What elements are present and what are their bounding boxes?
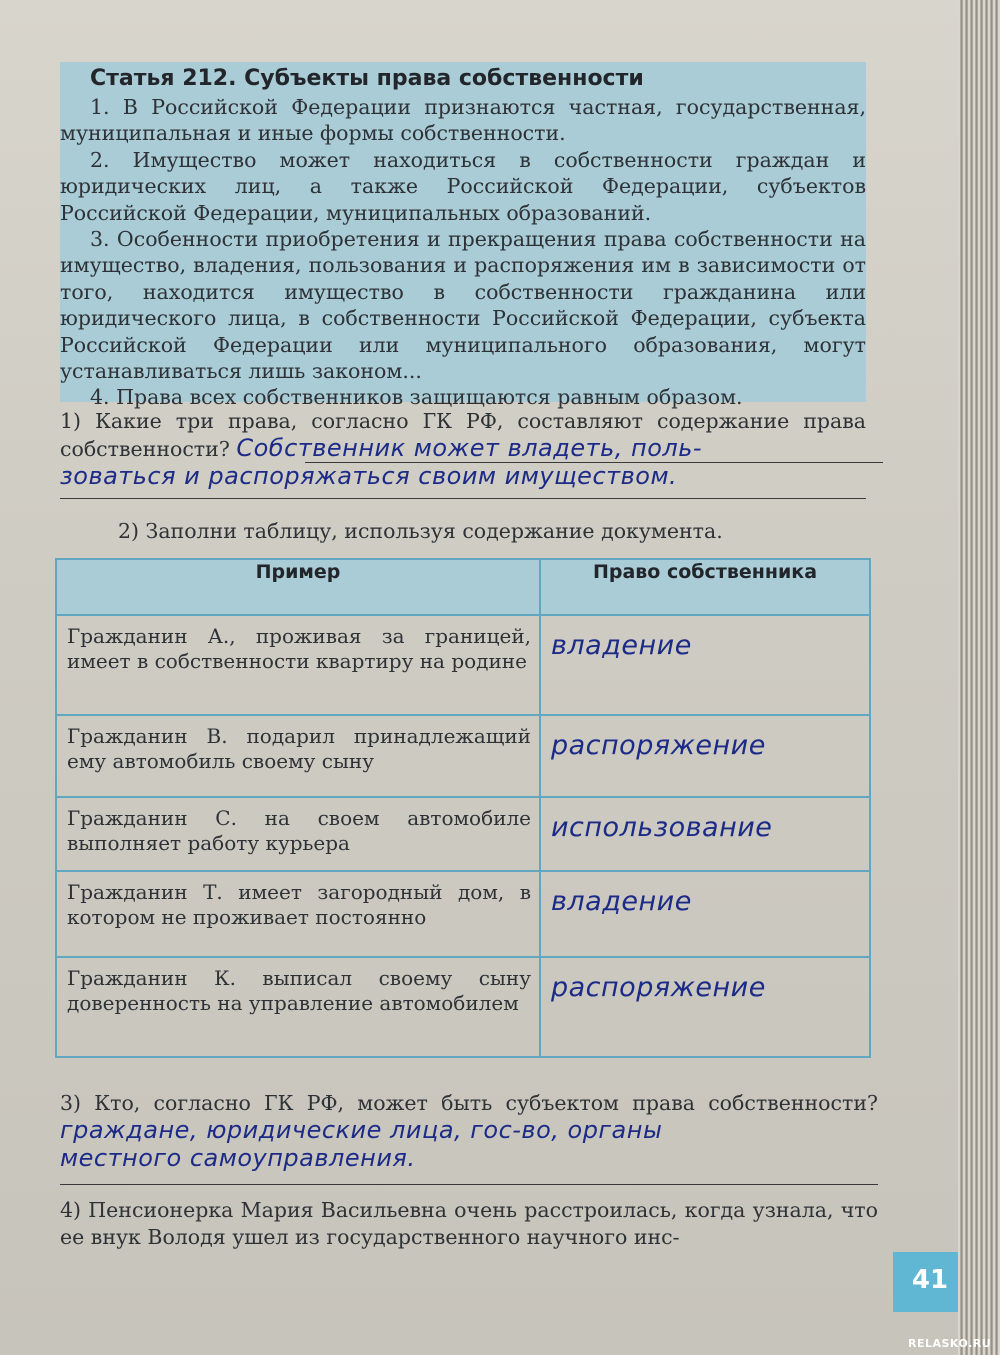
article-paragraph-2: 2. Имущество может находиться в собственности граждан и юридических лиц, а также Российской Федерации, субъектов Российской Федерации, муниципальных образований. (60, 147, 866, 225)
table-header-owner-right: Право собственника (540, 559, 870, 615)
article-title: Статья 212. Субъекты права собственности (90, 66, 644, 91)
table-cell-example: Гражданин С. на своем автомобиле выполняет работу курьера (56, 797, 540, 871)
table-row (56, 957, 870, 1057)
question-3 (60, 1090, 878, 1173)
question-3-answer-line-1: граждане, юридические лица, гос-во, органы (60, 1116, 663, 1144)
watermark: RELASKO.RU (908, 1337, 992, 1350)
question-3-text: 3) Кто, согласно ГК РФ, может быть субъектом права собственности? (60, 1091, 878, 1115)
question-4-text: 4) Пенсионерка Мария Васильевна очень расстроилась, когда узнала, что ее внук Володя ушел из государственного научного инс- (60, 1198, 878, 1249)
table-cell-answer (540, 715, 870, 797)
property-rights-table (55, 558, 871, 1058)
table-cell-example: Гражданин Т. имеет загородный дом, в котором не проживает постоянно (56, 871, 540, 957)
table-row (56, 715, 870, 797)
table-cell-example: Гражданин А., проживая за границей, имеет в собственности квартиру на родине (56, 615, 540, 715)
answer-underline (305, 462, 883, 463)
question-1 (60, 408, 866, 491)
article-paragraph-3: 3. Особенности приобретения и прекращения права собственности на имущество, владения, пользования и распоряжения им в зависимости от того, находится имущество в собственности гражданина или юридического лица, в собственности Российской Федерации, субъекта Российской Федерации или муниципального образования, могут устанавливаться лишь законом... (60, 227, 866, 384)
question-1-answer-line-2: зоваться и распоряжаться своим имуществом. (60, 462, 678, 490)
answer-underline (60, 498, 866, 499)
table-row (56, 797, 870, 871)
table-header-row (56, 559, 870, 615)
handwritten-answer: распоряжение (551, 972, 766, 1003)
question-1-text: 1) Какие три права, согласно ГК РФ, составляют содержание права собственности? (60, 409, 866, 461)
article-paragraph-4: 4. Права всех собственников защищаются равным образом. (90, 385, 743, 410)
table-cell-answer (540, 615, 870, 715)
book-page-edges (958, 0, 1000, 1355)
question-1-answer-line-1: Собственник может владеть, поль- (236, 434, 703, 462)
handwritten-answer: владение (551, 630, 692, 661)
question-2-text: 2) Заполни таблицу, используя содержание документа. (118, 519, 723, 543)
handwritten-answer: использование (551, 812, 773, 843)
table-cell-example: Гражданин К. выписал своему сыну доверенность на управление автомобилем (56, 957, 540, 1057)
article-body (60, 94, 866, 411)
question-3-answer-line-2: местного самоуправления. (60, 1144, 416, 1172)
answer-underline (60, 1184, 878, 1185)
table-header-example: Пример (56, 559, 540, 615)
table-cell-answer (540, 957, 870, 1057)
table-cell-answer (540, 871, 870, 957)
table-cell-example: Гражданин В. подарил принадлежащий ему автомобиль своему сыну (56, 715, 540, 797)
handwritten-answer: распоряжение (551, 730, 766, 761)
table-row (56, 871, 870, 957)
page-number: 41 (893, 1252, 967, 1312)
handwritten-answer: владение (551, 886, 692, 917)
table-cell-answer (540, 797, 870, 871)
article-paragraph-1: 1. В Российской Федерации признаются частная, государственная, муниципальная и иные формы собственности. (60, 95, 866, 146)
table-row (56, 615, 870, 715)
